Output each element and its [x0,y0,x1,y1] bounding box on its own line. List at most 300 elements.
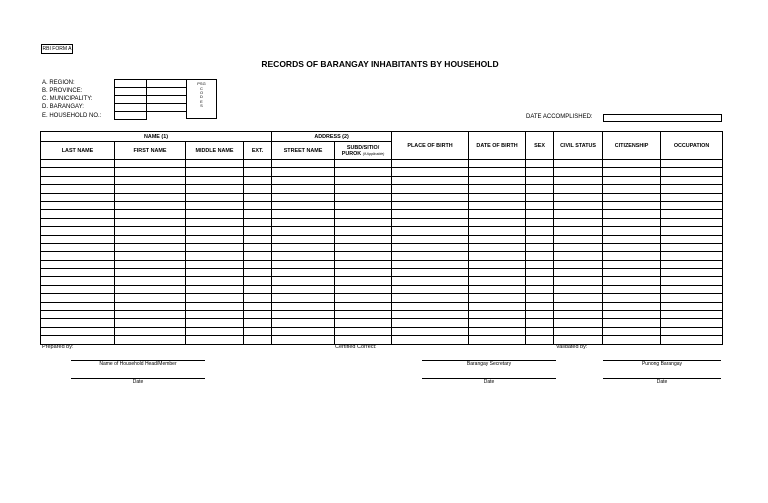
table-cell[interactable] [661,294,723,302]
table-cell[interactable] [469,201,526,209]
table-cell[interactable] [469,319,526,327]
table-cell[interactable] [272,269,335,277]
table-cell[interactable] [392,260,469,268]
table-cell[interactable] [603,193,661,201]
table-cell[interactable] [335,168,392,176]
table-cell[interactable] [469,235,526,243]
table-cell[interactable] [603,160,661,168]
table-row [41,201,723,209]
table-cell[interactable] [392,327,469,335]
table-cell[interactable] [392,168,469,176]
table-cell[interactable] [115,260,186,268]
table-cell[interactable] [661,235,723,243]
table-cell[interactable] [41,235,115,243]
table-cell[interactable] [526,185,554,193]
table-cell[interactable] [41,336,115,344]
table-cell[interactable] [661,260,723,268]
table-cell[interactable] [554,252,603,260]
table-cell[interactable] [554,201,603,209]
table-cell[interactable] [115,235,186,243]
table-cell[interactable] [526,243,554,251]
table-cell[interactable] [554,277,603,285]
table-cell[interactable] [335,176,392,184]
table-cell[interactable] [186,285,244,293]
table-cell[interactable] [554,269,603,277]
table-cell[interactable] [554,319,603,327]
table-cell[interactable] [186,243,244,251]
table-cell[interactable] [186,168,244,176]
table-cell[interactable] [272,168,335,176]
table-cell[interactable] [469,252,526,260]
table-cell[interactable] [244,285,272,293]
table-cell[interactable] [186,210,244,218]
table-cell[interactable] [469,260,526,268]
table-cell[interactable] [603,185,661,193]
table-cell[interactable] [41,319,115,327]
table-cell[interactable] [526,168,554,176]
table-cell[interactable] [603,210,661,218]
table-cell[interactable] [554,176,603,184]
table-row [41,176,723,184]
table-cell[interactable] [272,294,335,302]
table-cell[interactable] [186,176,244,184]
table-cell[interactable] [115,302,186,310]
table-cell[interactable] [392,294,469,302]
table-cell[interactable] [335,327,392,335]
table-cell[interactable] [469,311,526,319]
table-cell[interactable] [661,269,723,277]
table-cell[interactable] [526,302,554,310]
table-cell[interactable] [335,160,392,168]
table-cell[interactable] [603,302,661,310]
table-cell[interactable] [186,327,244,335]
table-cell[interactable] [115,201,186,209]
table-cell[interactable] [469,185,526,193]
household-no-label: E. HOUSEHOLD NO.: [42,113,102,119]
inhabitants-table [40,131,723,345]
table-cell[interactable] [661,252,723,260]
table-cell[interactable] [272,252,335,260]
table-cell[interactable] [526,260,554,268]
table-cell[interactable] [335,227,392,235]
table-cell[interactable] [469,294,526,302]
table-cell[interactable] [554,302,603,310]
table-cell[interactable] [392,336,469,344]
table-row [41,243,723,251]
table-cell[interactable] [554,218,603,226]
table-cell[interactable] [554,260,603,268]
table-cell[interactable] [115,243,186,251]
table-cell[interactable] [554,227,603,235]
table-cell[interactable] [272,235,335,243]
table-cell[interactable] [115,193,186,201]
table-cell[interactable] [554,285,603,293]
table-cell[interactable] [392,269,469,277]
table-cell[interactable] [469,168,526,176]
table-cell[interactable] [244,311,272,319]
table-cell[interactable] [115,336,186,344]
table-cell[interactable] [469,302,526,310]
table-cell[interactable] [392,311,469,319]
table-cell[interactable] [661,185,723,193]
table-cell[interactable] [603,252,661,260]
table-cell[interactable] [244,294,272,302]
table-cell[interactable] [272,193,335,201]
table-cell[interactable] [115,218,186,226]
table-cell[interactable] [554,210,603,218]
table-cell[interactable] [41,269,115,277]
table-cell[interactable] [272,336,335,344]
table-cell[interactable] [526,210,554,218]
table-cell[interactable] [335,243,392,251]
table-cell[interactable] [115,319,186,327]
table-cell[interactable] [335,277,392,285]
table-cell[interactable] [186,252,244,260]
table-row [41,168,723,176]
table-cell[interactable] [244,235,272,243]
purok-note: (if Applicable) [362,151,385,156]
table-cell[interactable] [272,243,335,251]
table-cell[interactable] [244,227,272,235]
table-cell[interactable] [244,193,272,201]
table-cell[interactable] [41,311,115,319]
table-cell[interactable] [41,277,115,285]
table-cell[interactable] [469,160,526,168]
table-cell[interactable] [244,201,272,209]
table-cell[interactable] [244,210,272,218]
table-cell[interactable] [392,218,469,226]
table-cell[interactable] [392,176,469,184]
name-group-header: NAME (1) [41,132,272,142]
table-cell[interactable] [603,218,661,226]
date-caption-3: Date [656,379,668,385]
table-cell[interactable] [186,160,244,168]
table-cell[interactable] [526,311,554,319]
table-cell[interactable] [244,160,272,168]
table-cell[interactable] [603,201,661,209]
table-cell[interactable] [661,160,723,168]
province-label: B. PROVINCE: [42,88,83,94]
table-cell[interactable] [115,210,186,218]
table-cell[interactable] [244,176,272,184]
table-row [41,336,723,344]
table-row [41,160,723,168]
table-row [41,294,723,302]
table-cell[interactable] [272,327,335,335]
table-cell[interactable] [554,168,603,176]
table-cell[interactable] [526,277,554,285]
table-cell[interactable] [392,252,469,260]
table-cell[interactable] [115,252,186,260]
table-cell[interactable] [554,235,603,243]
table-cell[interactable] [335,260,392,268]
table-cell[interactable] [41,227,115,235]
table-cell[interactable] [272,201,335,209]
table-cell[interactable] [115,227,186,235]
table-cell[interactable] [335,311,392,319]
table-cell[interactable] [272,311,335,319]
table-cell[interactable] [526,227,554,235]
table-cell[interactable] [186,277,244,285]
table-cell[interactable] [272,160,335,168]
table-cell[interactable] [115,311,186,319]
table-cell[interactable] [335,294,392,302]
table-cell[interactable] [41,193,115,201]
table-cell[interactable] [526,294,554,302]
table-cell[interactable] [661,218,723,226]
table-cell[interactable] [554,327,603,335]
table-cell[interactable] [469,193,526,201]
table-cell[interactable] [41,285,115,293]
table-cell[interactable] [272,210,335,218]
table-cell[interactable] [41,160,115,168]
table-cell[interactable] [469,285,526,293]
table-cell[interactable] [272,277,335,285]
table-cell[interactable] [526,336,554,344]
purok-text: PUROK [341,150,362,157]
table-cell[interactable] [603,168,661,176]
table-cell[interactable] [244,252,272,260]
table-cell[interactable] [603,243,661,251]
table-body [41,160,723,345]
street-name-header: STREET NAME [272,142,335,160]
form-tag: RBI FORM A [42,46,72,52]
psg-codes-box [186,79,217,119]
table-cell[interactable] [186,294,244,302]
table-cell[interactable] [661,319,723,327]
table-cell[interactable] [392,160,469,168]
table-cell[interactable] [469,243,526,251]
table-cell[interactable] [469,336,526,344]
table-cell[interactable] [554,185,603,193]
table-cell[interactable] [526,176,554,184]
table-cell[interactable] [469,327,526,335]
table-cell[interactable] [661,193,723,201]
table-cell[interactable] [335,302,392,310]
table-cell[interactable] [392,185,469,193]
subd-purok-header [335,142,392,160]
psg-label: PSG [197,81,206,86]
table-cell[interactable] [392,193,469,201]
table-cell[interactable] [244,260,272,268]
table-cell[interactable] [661,201,723,209]
table-cell[interactable] [186,311,244,319]
table-row [41,235,723,243]
table-cell[interactable] [526,252,554,260]
table-cell[interactable] [244,269,272,277]
table-cell[interactable] [186,193,244,201]
table-cell[interactable] [526,218,554,226]
table-cell[interactable] [41,168,115,176]
table-cell[interactable] [335,218,392,226]
table-cell[interactable] [392,201,469,209]
table-cell[interactable] [392,227,469,235]
table-cell[interactable] [661,336,723,344]
table-cell[interactable] [115,160,186,168]
table-cell[interactable] [244,327,272,335]
table-cell[interactable] [272,285,335,293]
table-cell[interactable] [272,218,335,226]
table-cell[interactable] [603,176,661,184]
table-cell[interactable] [392,277,469,285]
table-cell[interactable] [244,168,272,176]
table-cell[interactable] [603,285,661,293]
table-cell[interactable] [41,185,115,193]
table-cell[interactable] [41,176,115,184]
table-cell[interactable] [603,311,661,319]
table-cell[interactable] [526,201,554,209]
table-cell[interactable] [335,285,392,293]
table-cell[interactable] [554,243,603,251]
table-cell[interactable] [41,201,115,209]
table-row [41,285,723,293]
table-cell[interactable] [186,260,244,268]
table-cell[interactable] [41,218,115,226]
table-cell[interactable] [115,176,186,184]
table-cell[interactable] [392,319,469,327]
table-cell[interactable] [272,227,335,235]
table-cell[interactable] [115,185,186,193]
table-cell[interactable] [526,285,554,293]
page-title: RECORDS OF BARANGAY INHABITANTS BY HOUSEHOLD [261,59,499,69]
table-cell[interactable] [526,193,554,201]
table-cell[interactable] [603,277,661,285]
table-cell[interactable] [661,168,723,176]
table-cell[interactable] [272,260,335,268]
table-cell[interactable] [186,201,244,209]
table-cell[interactable] [186,227,244,235]
table-cell[interactable] [186,269,244,277]
table-cell[interactable] [115,277,186,285]
municipality-label: C. MUNICIPALITY: [42,96,93,102]
table-row [41,319,723,327]
barangay-field-2[interactable] [146,103,187,112]
table-cell[interactable] [41,260,115,268]
table-cell[interactable] [661,311,723,319]
table-cell[interactable] [244,277,272,285]
table-row [41,210,723,218]
table-cell[interactable] [186,336,244,344]
household-head-caption: Name of Household Head/Member [99,361,177,367]
table-cell[interactable] [526,319,554,327]
table-cell[interactable] [244,302,272,310]
table-cell[interactable] [335,235,392,243]
table-cell[interactable] [244,185,272,193]
table-cell[interactable] [244,218,272,226]
subd-label: SUBD/SITIO/ [346,144,380,151]
date-caption-1: Date [132,379,144,385]
table-cell[interactable] [392,243,469,251]
table-cell[interactable] [335,252,392,260]
table-cell[interactable] [554,336,603,344]
certified-correct-label: Certified Correct: [335,344,377,350]
table-cell[interactable] [554,193,603,201]
table-cell[interactable] [41,327,115,335]
table-cell[interactable] [526,269,554,277]
table-cell[interactable] [272,176,335,184]
table-cell[interactable] [603,260,661,268]
table-cell[interactable] [526,327,554,335]
table-cell[interactable] [272,185,335,193]
table-cell[interactable] [469,227,526,235]
table-cell[interactable] [335,319,392,327]
table-cell[interactable] [661,327,723,335]
table-cell[interactable] [661,243,723,251]
table-cell[interactable] [661,176,723,184]
table-cell[interactable] [603,269,661,277]
table-cell[interactable] [661,277,723,285]
table-cell[interactable] [186,319,244,327]
table-cell[interactable] [392,302,469,310]
table-cell[interactable] [335,210,392,218]
table-cell[interactable] [244,319,272,327]
table-cell[interactable] [272,319,335,327]
table-cell[interactable] [603,227,661,235]
table-cell[interactable] [41,210,115,218]
table-cell[interactable] [115,327,186,335]
table-cell[interactable] [335,185,392,193]
table-cell[interactable] [392,210,469,218]
table-cell[interactable] [469,210,526,218]
table-row [41,302,723,310]
table-cell[interactable] [41,302,115,310]
table-cell[interactable] [335,193,392,201]
table-cell[interactable] [41,252,115,260]
table-cell[interactable] [661,285,723,293]
table-cell[interactable] [41,243,115,251]
table-cell[interactable] [661,210,723,218]
table-cell[interactable] [469,269,526,277]
table-cell[interactable] [335,201,392,209]
table-cell[interactable] [469,176,526,184]
table-cell[interactable] [186,302,244,310]
table-cell[interactable] [469,277,526,285]
place-of-birth-header: PLACE OF BIRTH [392,132,469,160]
table-cell[interactable] [603,336,661,344]
table-cell[interactable] [554,160,603,168]
table-cell[interactable] [392,235,469,243]
table-cell[interactable] [603,235,661,243]
table-cell[interactable] [115,294,186,302]
table-cell[interactable] [115,285,186,293]
table-cell[interactable] [115,269,186,277]
table-cell[interactable] [392,285,469,293]
date-accomplished-field[interactable] [603,114,722,122]
table-cell[interactable] [469,218,526,226]
table-cell[interactable] [661,302,723,310]
table-cell[interactable] [526,235,554,243]
table-cell[interactable] [115,168,186,176]
table-cell[interactable] [272,302,335,310]
table-cell[interactable] [244,243,272,251]
table-cell[interactable] [335,336,392,344]
household-no-field[interactable] [114,111,147,120]
occupation-header: OCCUPATION [661,132,723,160]
table-cell[interactable] [526,160,554,168]
table-cell[interactable] [603,327,661,335]
table-cell[interactable] [335,269,392,277]
table-cell[interactable] [41,294,115,302]
table-cell[interactable] [603,319,661,327]
table-cell[interactable] [186,185,244,193]
table-cell[interactable] [554,311,603,319]
table-cell[interactable] [554,294,603,302]
table-cell[interactable] [244,336,272,344]
table-cell[interactable] [603,294,661,302]
table-cell[interactable] [661,227,723,235]
table-cell[interactable] [186,218,244,226]
table-cell[interactable] [186,235,244,243]
